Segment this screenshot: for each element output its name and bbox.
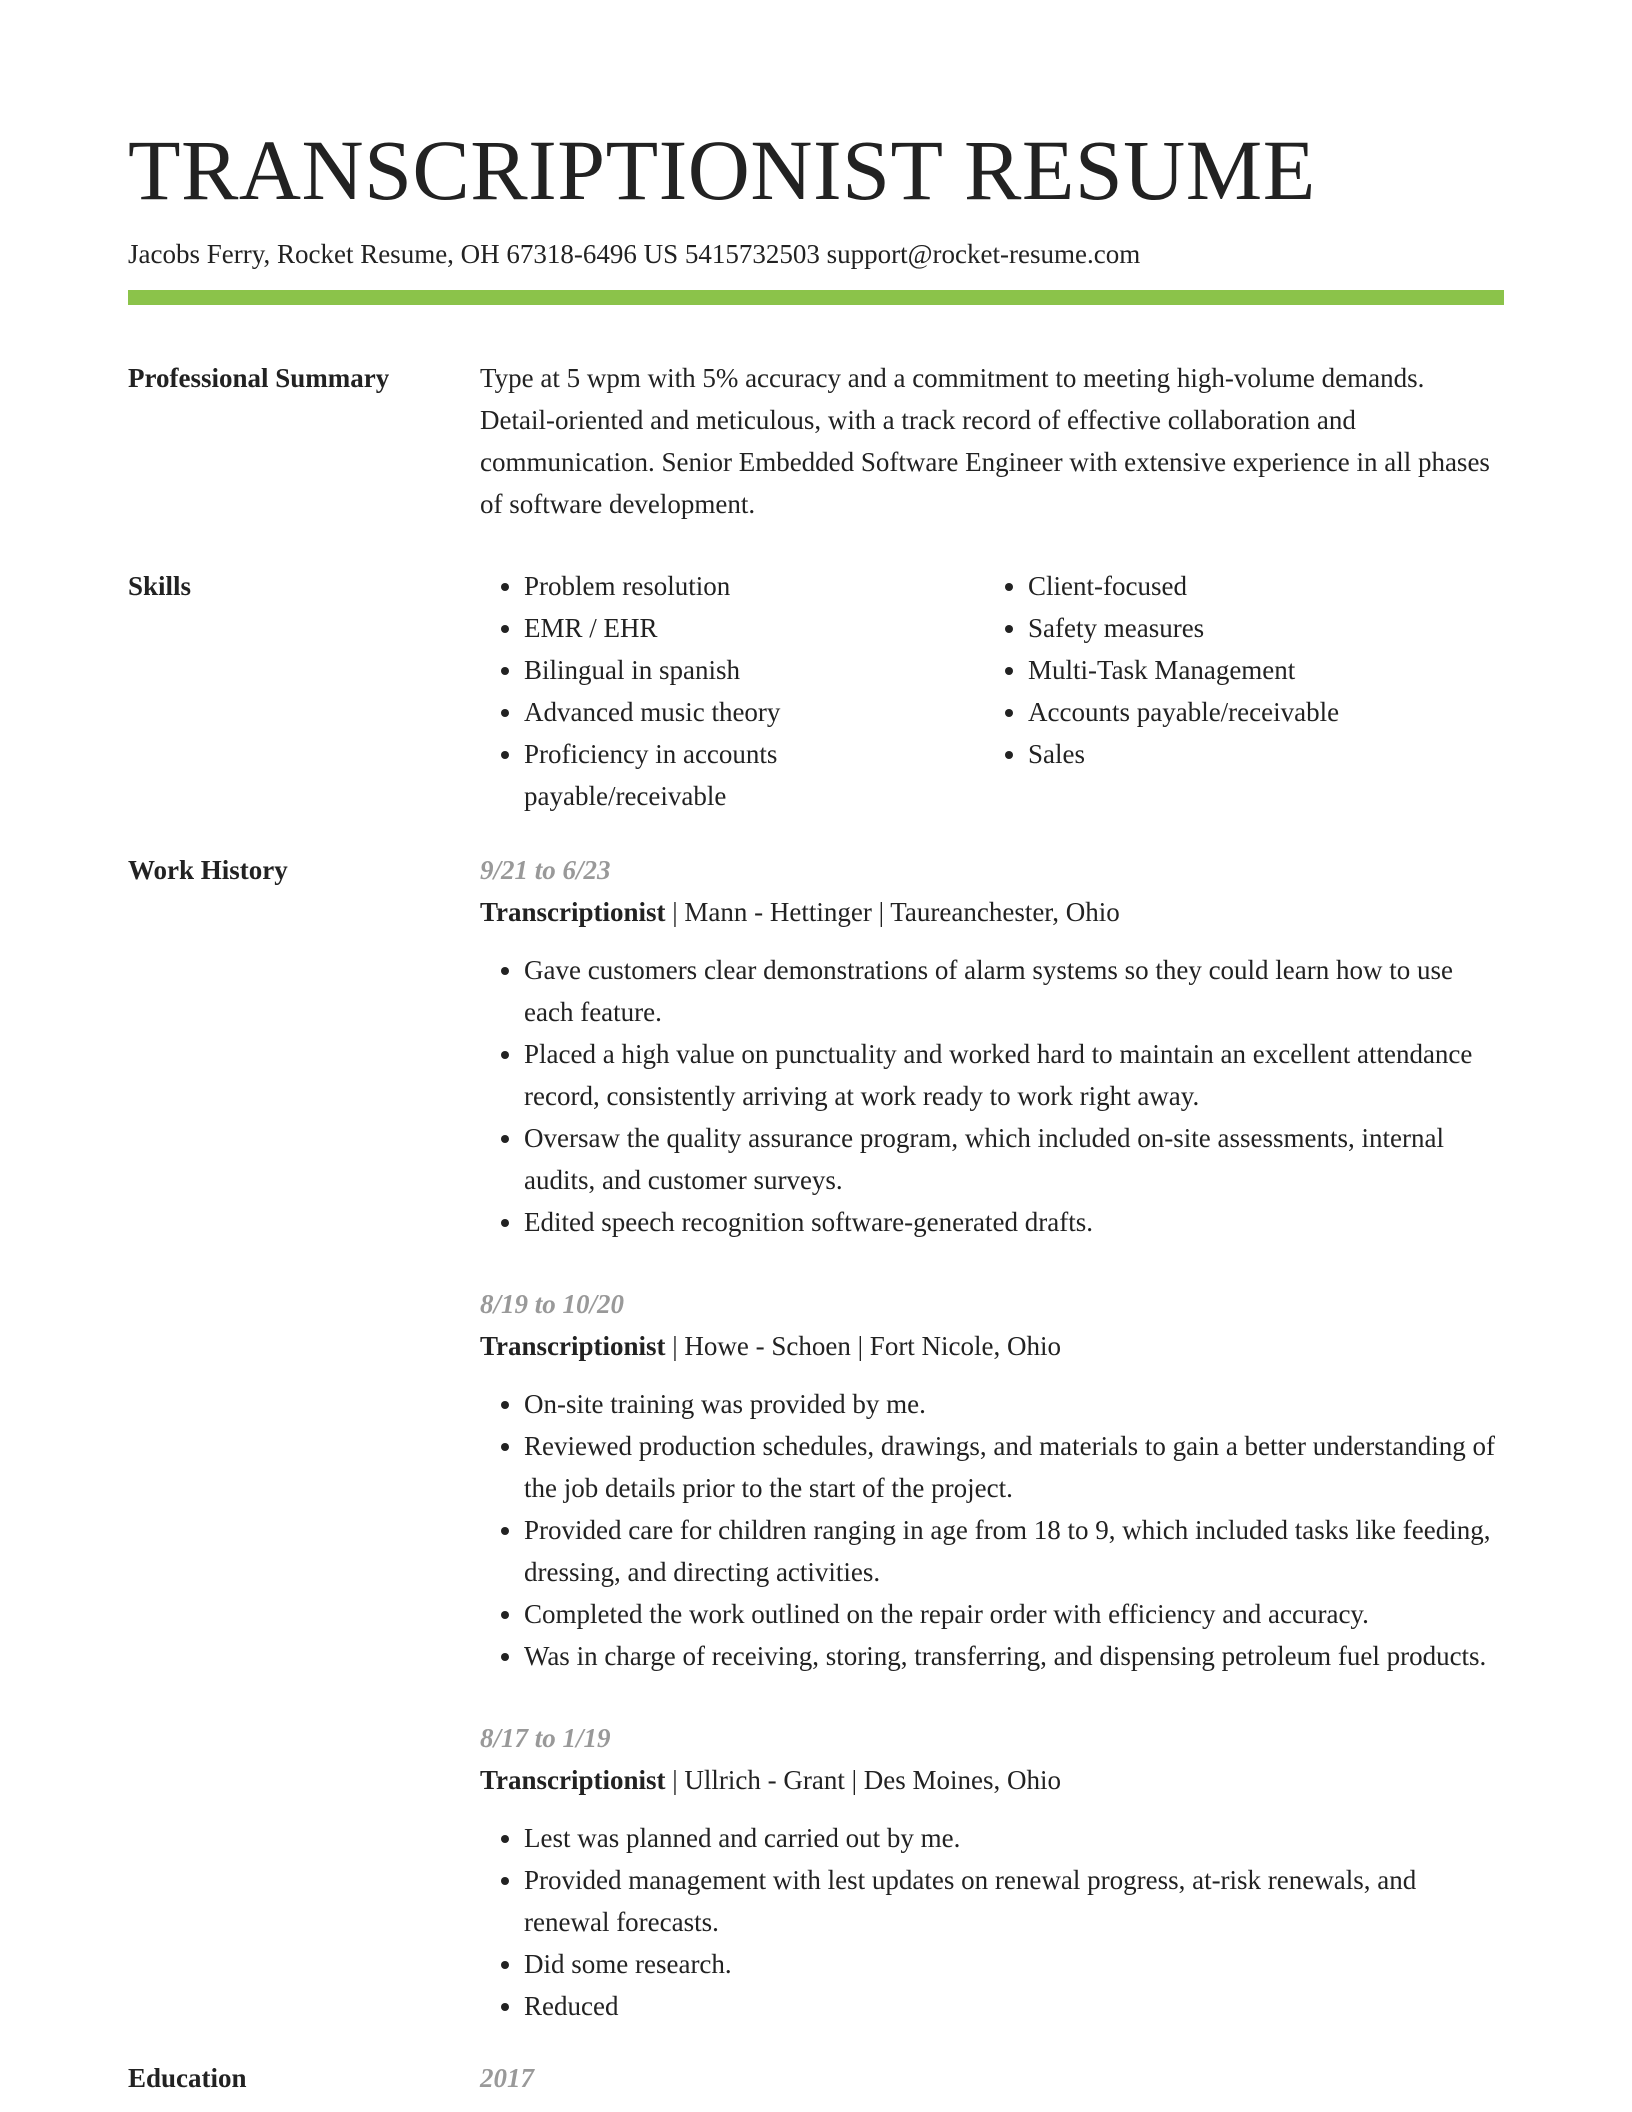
- resume-page: [128, 118, 1504, 2099]
- work-history-section: [128, 849, 1504, 2027]
- work-history-label: Work History: [128, 855, 288, 885]
- job-location: Taureanchester, Ohio: [890, 897, 1120, 927]
- contact-line: Jacobs Ferry, Rocket Resume, OH 67318-6496 US 5415732503 support@rocket-resume.com: [128, 239, 1141, 269]
- job-heading: [480, 1759, 1504, 1801]
- education-year: 2017: [480, 2063, 534, 2093]
- skills-section: [128, 565, 1504, 817]
- job-location: Des Moines, Ohio: [863, 1765, 1062, 1795]
- skills-label: Skills: [128, 571, 192, 601]
- job-bullets: [480, 949, 1504, 1243]
- job-bullet: • Reviewed production schedules, drawings, and materials to gain a better understanding of the job details prior to the start of the project.: [524, 1425, 1504, 1509]
- job-title: Transcriptionist: [480, 1331, 666, 1361]
- skill-item: • Proficiency in accounts payable/receivable: [524, 733, 984, 817]
- header-divider: [128, 290, 1504, 305]
- job-bullet: • Was in charge of receiving, storing, transferring, and dispensing petroleum fuel products.: [524, 1635, 1504, 1677]
- skill-item: • Bilingual in spanish: [524, 649, 984, 691]
- job-title: Transcriptionist: [480, 1765, 666, 1795]
- job-company: Mann - Hettinger: [684, 897, 872, 927]
- job-bullet: • Provided care for children ranging in age from 18 to 9, which included tasks like feeding, dressing, and directing activities.: [524, 1509, 1504, 1593]
- job-separator: |: [665, 897, 685, 927]
- job-bullet: • Did some research.: [524, 1943, 1504, 1985]
- job-separator: |: [665, 1331, 685, 1361]
- job-entry: [480, 849, 1504, 1243]
- job-bullet: • On-site training was provided by me.: [524, 1383, 1504, 1425]
- job-bullet: • Edited speech recognition software-generated drafts.: [524, 1201, 1504, 1243]
- skills-list-right: [984, 565, 1488, 817]
- summary-label: Professional Summary: [128, 363, 390, 393]
- job-bullets: [480, 1817, 1504, 2027]
- job-bullet: • Placed a high value on punctuality and worked hard to maintain an excellent attendance record, consistently arriving at work ready to work right away.: [524, 1033, 1504, 1117]
- skill-item: • Accounts payable/receivable: [1028, 691, 1488, 733]
- education-section: [128, 2057, 1504, 2099]
- job-entry: [480, 1717, 1504, 2027]
- job-dates: 8/19 to 10/20: [480, 1289, 625, 1319]
- job-heading: [480, 891, 1504, 933]
- education-label: Education: [128, 2063, 247, 2093]
- skill-item: • EMR / EHR: [524, 607, 984, 649]
- job-separator: |: [850, 1331, 870, 1361]
- job-bullet: • Lest was planned and carried out by me.: [524, 1817, 1504, 1859]
- job-separator: |: [871, 897, 891, 927]
- summary-section: [128, 357, 1504, 525]
- skill-item: • Advanced music theory: [524, 691, 984, 733]
- job-bullet: • Provided management with lest updates on renewal progress, at-risk renewals, and renewal forecasts.: [524, 1859, 1504, 1943]
- job-bullet: • Completed the work outlined on the repair order with efficiency and accuracy.: [524, 1593, 1504, 1635]
- job-heading: [480, 1325, 1504, 1367]
- job-separator: |: [665, 1765, 685, 1795]
- job-separator: |: [844, 1765, 864, 1795]
- job-title: Transcriptionist: [480, 897, 666, 927]
- job-location: Fort Nicole, Ohio: [869, 1331, 1062, 1361]
- skill-item: • Problem resolution: [524, 565, 984, 607]
- job-entry: [480, 1283, 1504, 1677]
- skill-item: • Multi-Task Management: [1028, 649, 1488, 691]
- job-dates: 8/17 to 1/19: [480, 1723, 611, 1753]
- job-bullet: • Reduced: [524, 1985, 1504, 2027]
- skill-item: • Client-focused: [1028, 565, 1488, 607]
- summary-text: Type at 5 wpm with 5% accuracy and a commitment to meeting high-volume demands. Detail-oriented and meticulous, with a track record of effective collaboration and communication. Senior Embedded Software Engineer with extensive experience in all phases of software development.: [480, 363, 1490, 519]
- resume-title: TRANSCRIPTIONIST RESUME: [128, 122, 1316, 218]
- job-bullets: [480, 1383, 1504, 1677]
- job-bullet: • Oversaw the quality assurance program, which included on-site assessments, internal audits, and customer surveys.: [524, 1117, 1504, 1201]
- skills-list-left: [480, 565, 984, 817]
- job-dates: 9/21 to 6/23: [480, 855, 611, 885]
- skill-item: • Sales: [1028, 733, 1488, 775]
- job-company: Howe - Schoen: [684, 1331, 851, 1361]
- job-company: Ullrich - Grant: [684, 1765, 845, 1795]
- skill-item: • Safety measures: [1028, 607, 1488, 649]
- job-bullet: • Gave customers clear demonstrations of alarm systems so they could learn how to use each feature.: [524, 949, 1504, 1033]
